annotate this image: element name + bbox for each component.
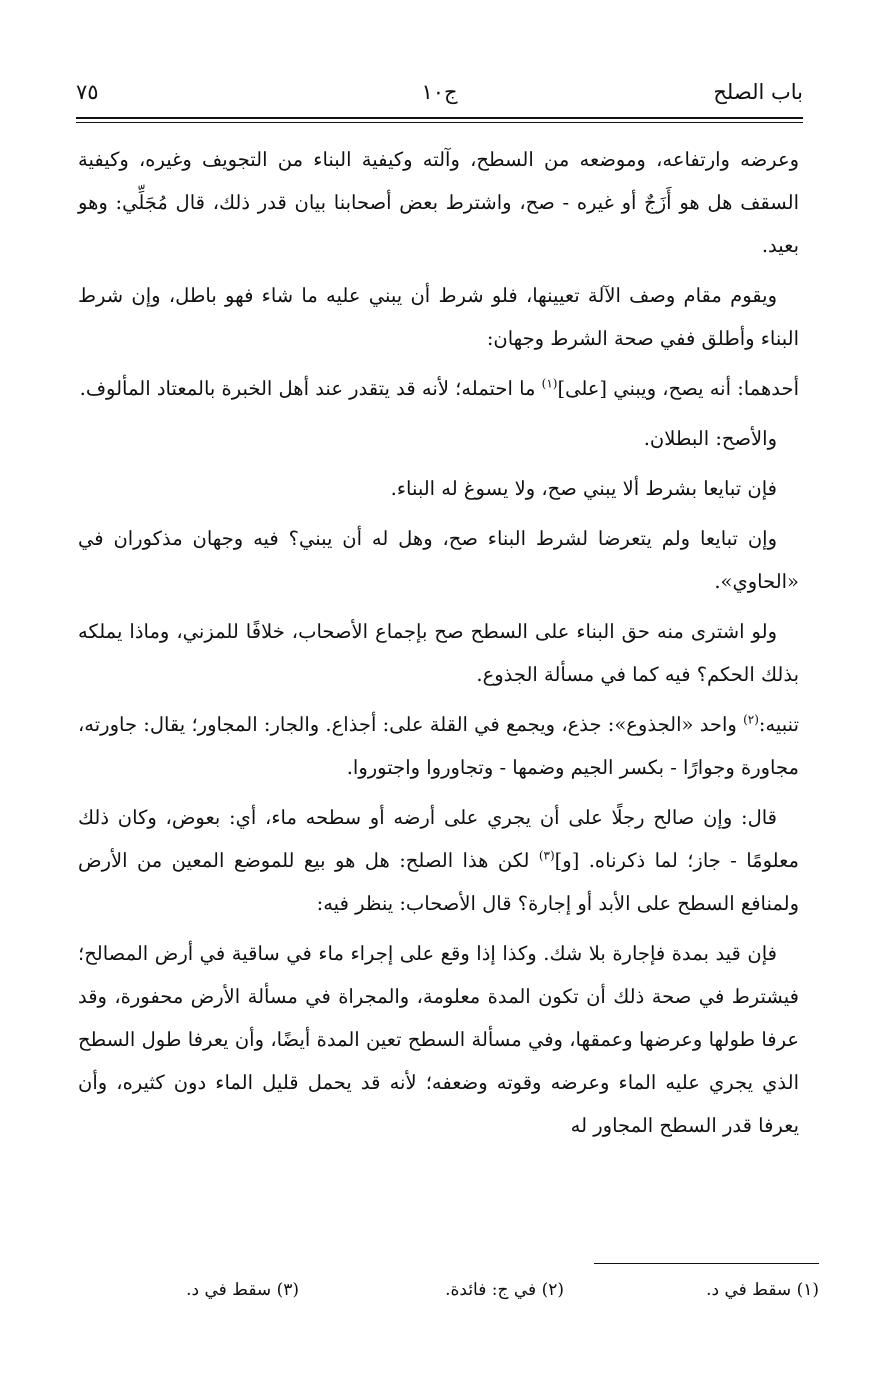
footnote: (٣) سقط في د. [186, 1280, 299, 1300]
footnote-ref: (١) [541, 376, 558, 391]
volume-label: ج١٠ [421, 80, 458, 104]
paragraph: قال: وإن صالح رجلًا على أن يجري على أرضه أو سطحه ماء، أي: بعوض، وكان ذلك معلومًا - جاز؛ لما ذكرناه. [و]$^{(٣)}$ لكن هذا الصلح: هل هو بيع للموضع المعين من الأرض ولمنافع السطح على الأبد أو إجارة؟ قال الأصحاب: ينظر فيه: [78, 806, 799, 915]
header-rule-thin [76, 122, 803, 123]
page-header [76, 80, 803, 116]
paragraph: تنبيه:$^{(٢)}$ واحد «الجذوع»: جذع، ويجمع في القلة على: أجذاع. والجار: المجاور؛ يقال: جاورته، مجاورة وجوارًا - بكسر الجيم وضمها - وتجاوروا واجتوروا. [78, 712, 799, 779]
footnotes [76, 1280, 819, 1310]
paragraph: وإن تبايعا ولم يتعرضا لشرط البناء صح، وهل له أن يبني؟ فيه وجهان مذكوران في «الحاوي». [78, 527, 799, 593]
paragraph: فإن تبايعا بشرط ألا يبني صح، ولا يسوغ له البناء. [390, 477, 777, 500]
paragraph: وعرضه وارتفاعه، وموضعه من السطح، وآلته وكيفية البناء من التجويف وغيره، وكيفية السقف هل هو أَزَجٌ أو غيره - صح، واشترط بعض أصحابنا بيان قدر ذلك، قال مُجَلِّي: وهو بعيد. [78, 148, 799, 257]
paragraph: ويقوم مقام وصف الآلة تعيينها، فلو شرط أن يبني عليه ما شاء فهو باطل، وإن شرط البناء وأطلق ففي صحة الشرط وجهان: [78, 284, 799, 350]
paragraph: ولو اشترى منه حق البناء على السطح صح بإجماع الأصحاب، خلافًا للمزني، وماذا يملكه بذلك الحكم؟ فيه كما في مسألة الجذوع. [78, 620, 799, 686]
body-text [78, 138, 799, 1154]
footnote-rule [594, 1263, 819, 1264]
footnote-ref: (٣) [538, 848, 555, 863]
chapter-title: باب الصلح [713, 80, 803, 104]
footnote-ref: (٢) [743, 712, 759, 727]
paragraph: والأصح: البطلان. [643, 427, 777, 450]
header-rule [76, 117, 803, 119]
paragraph: أحدهما: أنه يصح، ويبني [على]$^{(١)}$ ما احتمله؛ لأنه قد يتقدر عند أهل الخبرة بالمعتاد المألوف. [79, 376, 799, 400]
footnote: (٢) في ج: فائدة. [445, 1280, 564, 1300]
page-number: ٧٥ [76, 80, 99, 104]
paragraph: فإن قيد بمدة فإجارة بلا شك. وكذا إذا وقع على إجراء ماء في ساقية في أرض المصالح؛ فيشترط في صحة ذلك أن تكون المدة معلومة، والمجراة في مسألة الأرض محفورة، وقد عرفا طولها وعرضها وعمقها، وفي مسألة السطح تعين المدة أيضًا، وأن يعرفا طول السطح الذي يجري عليه الماء وعرضه وقوته وضعفه؛ لأنه قد يحمل قليل الماء دون كثيره، وأن يعرفا قدر السطح المجاور له [78, 942, 800, 1137]
footnote: (١) سقط في د. [706, 1280, 819, 1300]
